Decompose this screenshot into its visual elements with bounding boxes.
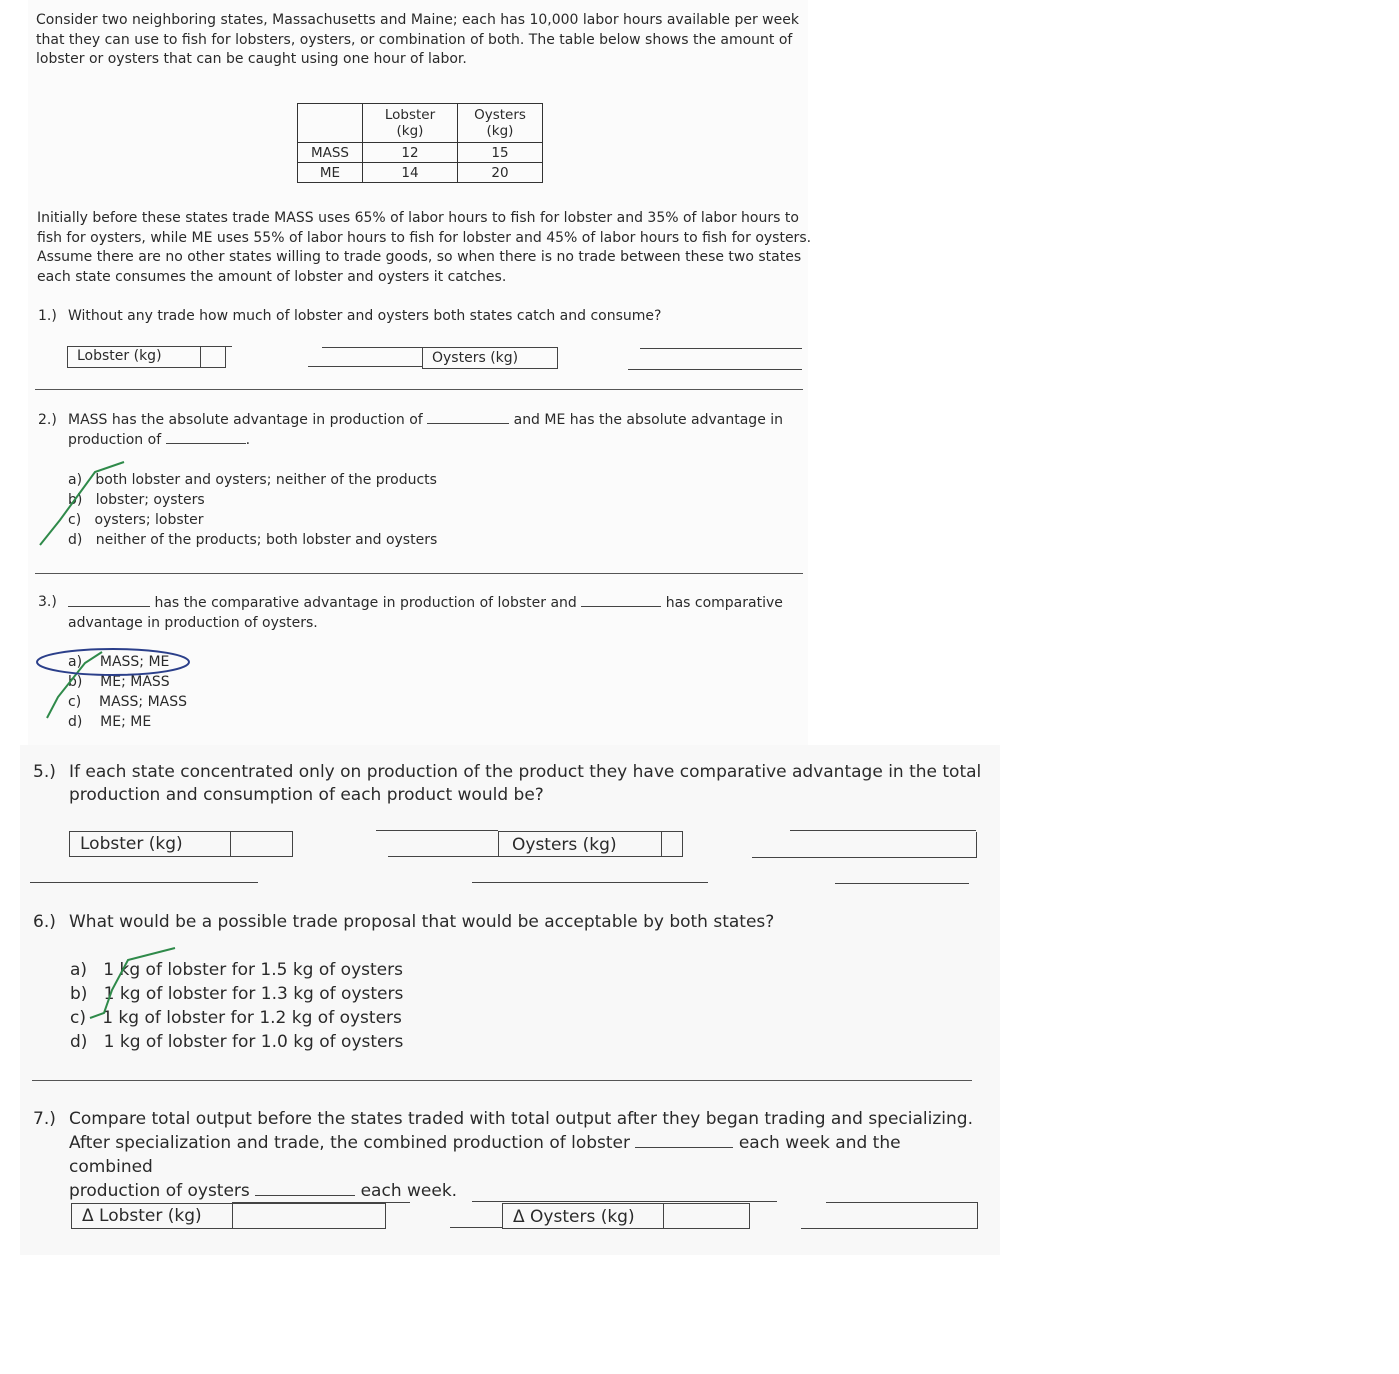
q2-option-d[interactable]: d) neither of the products; both lobster and oysters — [68, 532, 438, 548]
q6-option-d[interactable]: d) 1 kg of lobster for 1.0 kg of oysters — [70, 1032, 404, 1052]
q3-option-d[interactable]: d) ME; ME — [68, 714, 152, 730]
q3-option-b[interactable]: b) ME; MASS — [68, 674, 170, 690]
q6-number: 6.) — [33, 912, 56, 932]
q2-option-a[interactable]: a) both lobster and oysters; neither of the products — [68, 472, 437, 488]
table-row: ME 14 20 — [298, 163, 543, 183]
col-lobster-header: Lobster — [384, 107, 436, 123]
q2-number: 2.) — [38, 412, 57, 428]
q6-option-c[interactable]: c) 1 kg of lobster for 1.2 kg of oysters — [70, 1008, 402, 1028]
table-row: MASS 12 15 — [298, 143, 543, 163]
q6-option-b[interactable]: b) 1 kg of lobster for 1.3 kg of oysters — [70, 984, 404, 1004]
q2-text: MASS has the absolute advantage in production of and ME has the absolute advantage in production of . — [68, 412, 784, 448]
q3-text: has the comparative advantage in production of lobster and has comparative advantage in production of oysters. — [68, 595, 783, 631]
q6-text: What would be a possible trade proposal that would be acceptable by both states? — [69, 912, 775, 932]
q1-text: Without any trade how much of lobster and oysters both states catch and consume? — [68, 308, 662, 324]
q5-line-2: production and consumption of each product would be? — [69, 785, 544, 805]
q1-lobster-answer-row: Lobster (kg) — [67, 346, 226, 368]
q6-check-mark — [90, 948, 175, 1018]
q7-text: Compare total output before the states traded with total output after they began trading and specializing. After specialization and trade, the combined production of lobster each week and the combined production of oysters each week. — [69, 1109, 973, 1201]
intro-paragraph: Consider two neighboring states, Massachusetts and Maine; each has 10,000 labor hours available per week that they can use to fish for lobsters, oysters, or combination of both. The table below shows the amount of lobster or oysters that can be caught using one hour of labor. — [36, 12, 799, 67]
q5-line-1: If each state concentrated only on production of the product they have comparative advantage in the total — [69, 762, 982, 782]
q7-oysters-answer-row: Δ Oysters (kg) — [502, 1203, 750, 1229]
col-oysters-header: Oysters — [474, 107, 526, 123]
q3-option-a[interactable]: a) MASS; ME — [68, 654, 170, 670]
catch-table: Lobster (kg) Oysters (kg) MASS 12 15 ME 14 20 — [297, 103, 543, 183]
initial-conditions-paragraph: Initially before these states trade MASS uses 65% of labor hours to fish for lobster and 35% of labor hours to fish for oysters, while ME uses 55% of labor hours to fish for lobster and 45% of labor hours to fish for oysters. Assume there are no other states willing to trade goods, so when there is no trade between these two states each state consumes the amount of lobster and oysters it catches. — [37, 210, 812, 285]
q5-lobster-answer-row: Lobster (kg) — [69, 831, 293, 857]
q5-oysters-answer-row: Oysters (kg) — [498, 831, 683, 857]
q7-lobster-answer-row: Δ Lobster (kg) — [71, 1203, 386, 1229]
q6-option-a[interactable]: a) 1 kg of lobster for 1.5 kg of oysters — [70, 960, 403, 980]
q3-answer-circle — [37, 649, 189, 675]
q2-option-c[interactable]: c) oysters; lobster — [68, 512, 204, 528]
q1-number: 1.) — [38, 308, 57, 324]
q3-number: 3.) — [38, 594, 57, 610]
q5-number: 5.) — [33, 762, 56, 782]
q7-number: 7.) — [33, 1109, 56, 1129]
q2-option-b[interactable]: b) lobster; oysters — [68, 492, 205, 508]
q3-check-mark — [47, 652, 102, 718]
q2-check-mark — [40, 462, 124, 545]
q1-oysters-answer-row: Oysters (kg) — [422, 347, 558, 369]
q3-option-c[interactable]: c) MASS; MASS — [68, 694, 188, 710]
